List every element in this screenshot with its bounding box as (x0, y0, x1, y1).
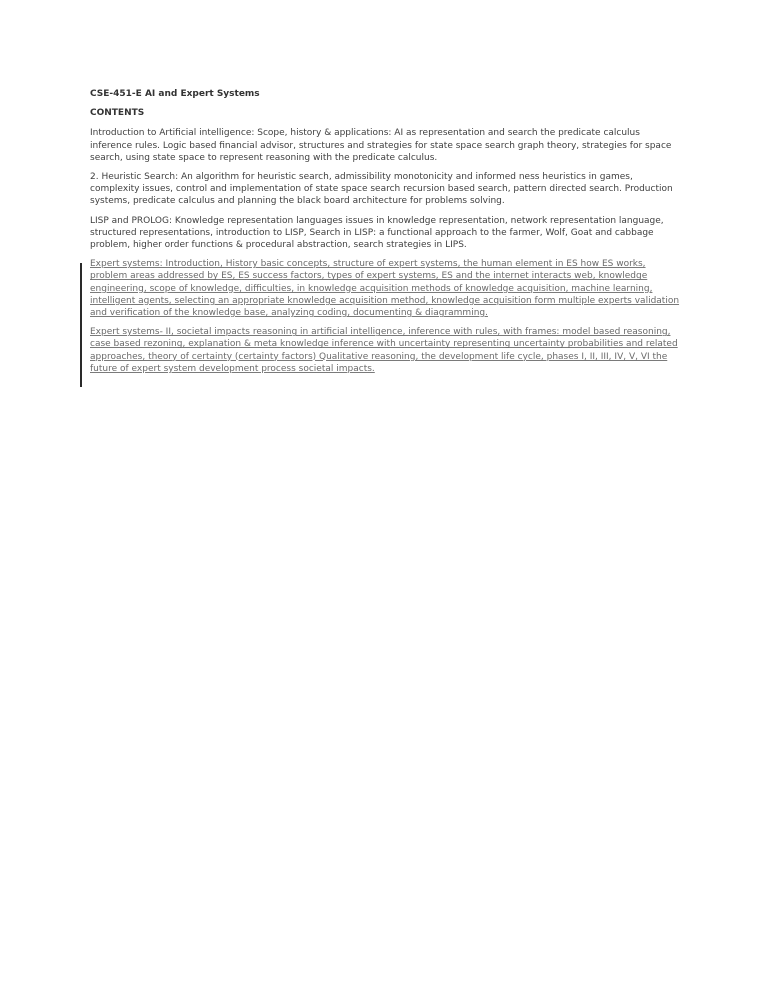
paragraph-lisp-prolog: LISP and PROLOG: Knowledge representation languages issues in knowledge representation, network representation language, structured representations, introduction to LISP, Search in LISP: a functional approach to the farmer, Wolf, Goat and cabbage problem, higher order functions & procedural abstraction, search strategies in LIPS. (90, 215, 664, 251)
document-body (90, 88, 680, 382)
paragraph-intro-ai: Introduction to Artificial intelligence: Scope, history & applications: AI as representation and search the predicate calculus inference rules. Logic based financial advisor, structures and strategies for state space search graph theory, strategies for space search, using state space to represent reasoning with the predicate calculus. (90, 128, 672, 163)
paragraph-expert-systems: Expert systems: Introduction, History basic concepts, structure of expert systems, the human element in ES how ES works, problem areas addressed by ES, ES success factors, types of expert systems, ES and the internet interacts web, knowledge engineering, scope of knowledge, difficulties, in knowledge acquisition methods of knowledge acquisition, machine learning, intelligent agents, selecting an appropriate knowledge acquisition method, knowledge acquisition form multiple experts validation and verification of the knowledge base, analyzing coding, documenting & diagramming. (90, 259, 680, 319)
paragraph-expert-systems-ii: Expert systems- II, societal impacts reasoning in artificial intelligence, inference with rules, with frames: model based reasoning, case based rezoning, explanation & meta knowledge inference with uncertainty representing uncertainty probabilities and related approaches, theory of certainty (certainty factors) Qualitative reasoning, the development life cycle, phases I, II, III, IV, V, VI the future of expert system development process societal impacts. (90, 327, 678, 374)
contents-heading: CONTENTS (90, 108, 145, 119)
paragraph-heuristic-search: 2. Heuristic Search: An algorithm for heuristic search, admissibility monotonicity and informed ness heuristics in games, complexity issues, control and implementation of state space search recursion based search, pattern directed search. Production systems, predicate calculus and planning the black board architecture for problems solving. (90, 172, 673, 207)
document-title: CSE-451-E AI and Expert Systems (90, 89, 260, 99)
change-bar (80, 263, 82, 387)
